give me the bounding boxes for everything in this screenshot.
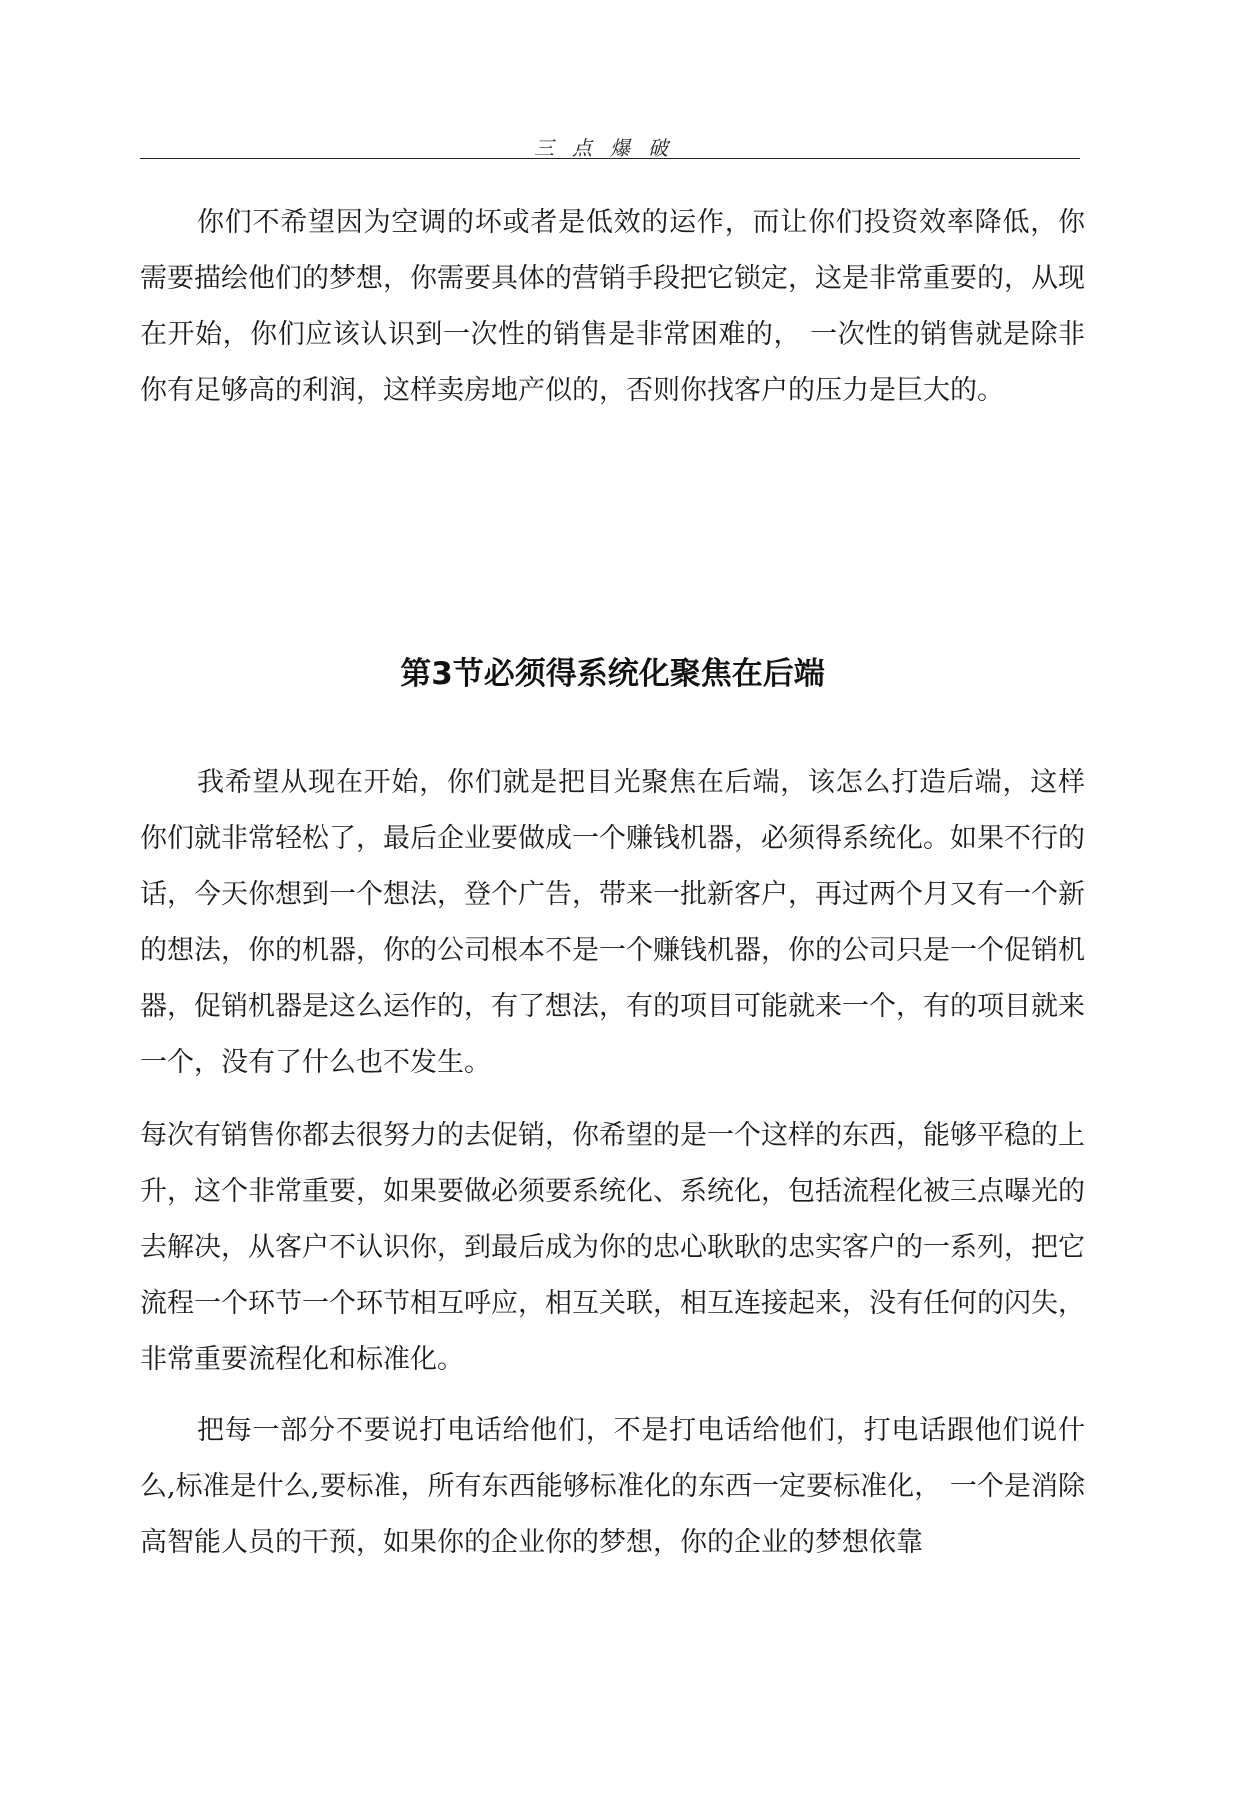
paragraph-2: 我希望从现在开始，你们就是把目光聚焦在后端，该怎么打造后端，这样你们就非常轻松了，最后企业要做成一个赚钱机器，必须得系统化。如果不行的话，今天你想到一个想法，登个广告，带来一批新客户，再过两个月又有一个新的想法，你的机器，你的公司根本不是一个赚钱机器，你的公司只是一个促销机器，促销机器是这么运作的，有了想法，有的项目可能就来一个，有的项目就来一个，没有了什么也不发生。	[140, 767, 1085, 1078]
paragraph-3: 每次有销售你都去很努力的去促销，你希望的是一个这样的东西，能够平稳的上升，这个非常重要，如果要做必须要系统化、系统化，包括流程化被三点曝光的去解决，从客户不认识你，到最后成为你的忠心耿耿的忠实客户的一系列，把它流程一个环节一个环节相互呼应，相互关联，相互连接起来，没有任何的闪失，非常重要流程化和标准化。	[140, 1120, 1085, 1375]
header-rule	[140, 158, 1080, 159]
paragraph-1: 你们不希望因为空调的坏或者是低效的运作，而让你们投资效率降低，你需要描绘他们的梦想，你需要具体的营销手段把它锁定，这是非常重要的，从现在开始，你们应该认识到一次性的销售是非常困难的， 一次性的销售就是除非你有足够高的利润，这样卖房地产似的，否则你找客户的压力是巨大的。	[140, 207, 1085, 406]
running-header: 三点爆破	[534, 136, 686, 160]
paragraph-4: 把每一部分不要说打电话给他们，不是打电话给他们，打电话跟他们说什么,标准是什么,要标准，所有东西能够标准化的东西一定要标准化， 一个是消除高智能人员的干预，如果你的企业你的梦想，你的企业的梦想依靠	[140, 1415, 1085, 1558]
section-title: 第3节必须得系统化聚焦在后端	[400, 656, 825, 692]
